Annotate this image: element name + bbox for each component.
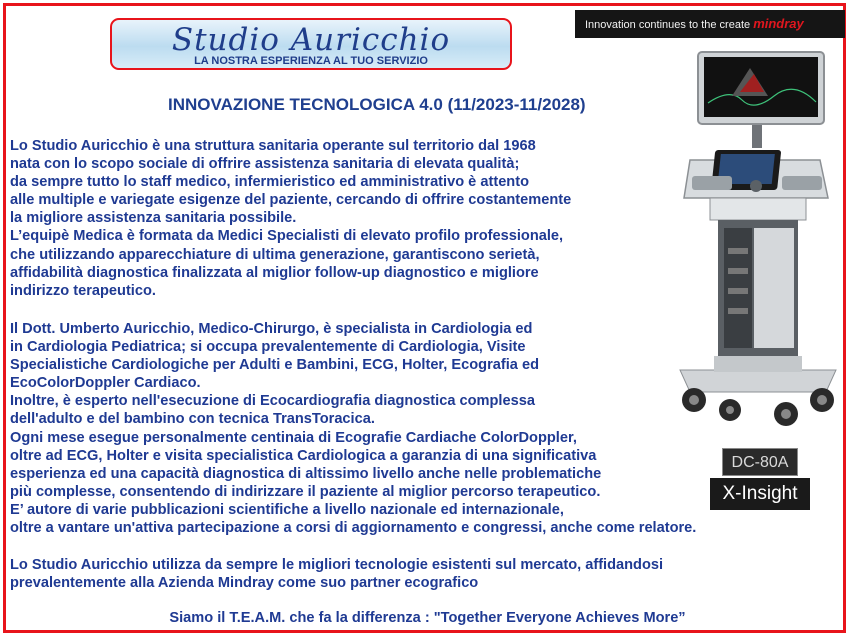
mindray-banner (575, 10, 845, 38)
logo-tagline: LA NOSTRA ESPERIENZA AL TUO SERVIZIO (194, 55, 428, 67)
paragraph-line: alle multiple e variegate esigenze del paziente, cercando di offrire costantemente (10, 192, 572, 209)
paragraph-line: L’equipè Medica è formata da Medici Specialisti di elevato profilo professionale, (10, 228, 564, 245)
paragraph-line: oltre ad ECG, Holter e visita specialistica Cardiologica a garanzia di una significativa (10, 447, 597, 464)
paragraph-line: più complesse, consentendo di indirizzare il paziente al miglior percorso terapeutico. (10, 483, 601, 500)
paragraph-line: Lo Studio Auricchio è una struttura sanitaria operante sul territorio dal 1968 (10, 138, 536, 154)
paragraph-line: Inoltre, è esperto nell'esecuzione di Ecocardiografia diagnostica complessa (10, 393, 535, 410)
paragraph-line: nata con lo scopo sociale di offrire assistenza sanitaria di elevata qualità; (10, 156, 520, 173)
paragraph-line: che utilizzando apparecchiature di ultima generazione, garantiscono serietà, (10, 246, 540, 263)
paragraph-line: Il Dott. Umberto Auricchio, Medico-Chirurgo, è specialista in Cardiologia ed (10, 321, 533, 337)
paragraph-line: affidabilità diagnostica finalizzata al miglior follow-up diagnostico e migliore (10, 264, 539, 281)
paragraph-line: Ogni mese esegue personalmente centinaia di Ecografie Cardiache ColorDoppler, (10, 429, 577, 446)
page-heading: INNOVAZIONE TECNOLOGICA 4.0 (11/2023-11/2028) (168, 95, 586, 114)
mindray-brand: mindray (753, 16, 804, 31)
paragraph-line: la migliore assistenza sanitaria possibile. (10, 210, 297, 227)
doctor-paragraph (10, 320, 696, 537)
logo-name: Studio Auricchio (171, 22, 451, 58)
paragraph-line: Specialistiche Cardiologiche per Adulti e Bambini, ECG, Holter, Ecografia ed (10, 357, 540, 374)
team-slogan: Siamo il T.E.A.M. che fa la differenza : "Together Everyone Achieves More” (169, 610, 686, 626)
paragraph-line: esperienza ed una capacità diagnostica di altissimo livello anche nelle problematiche (10, 465, 602, 482)
banner-text: Innovation continues to the create (585, 19, 751, 31)
paragraph-line: oltre a vantare un'attiva partecipazione a corsi di aggiornamento e congressi, anche come relatore. (10, 520, 697, 537)
paragraph-line: Lo Studio Auricchio utilizza da sempre le migliori tecnologie esistenti sul mercato, affidandosi (10, 557, 664, 573)
paragraph-line: dell'adulto e del bambino con tecnica TransToracica. (10, 411, 375, 428)
paragraph-line: EcoColorDoppler Cardiaco. (10, 375, 201, 392)
paragraph-line: prevalentemente alla Azienda Mindray come suo partner ecografico (10, 575, 479, 592)
ultrasound-machine-image (670, 48, 845, 443)
paragraph-line: da sempre tutto lo staff medico, infermieristico ed amministrativo è attento (10, 174, 529, 191)
paragraph-line: E’ autore di varie pubblicazioni scientifiche a livello nazionale ed internazionale, (10, 501, 564, 518)
technology-paragraph (10, 556, 663, 592)
paragraph-line: in Cardiologia Pediatrica; si occupa prevalentemente di Cardiologia, Visite (10, 339, 526, 356)
model-badge: DC-80A (722, 448, 798, 476)
intro-paragraph (10, 137, 571, 300)
x-insight-badge: X-Insight (710, 478, 810, 510)
paragraph-line: indirizzo terapeutico. (10, 282, 156, 299)
studio-logo (110, 18, 512, 70)
